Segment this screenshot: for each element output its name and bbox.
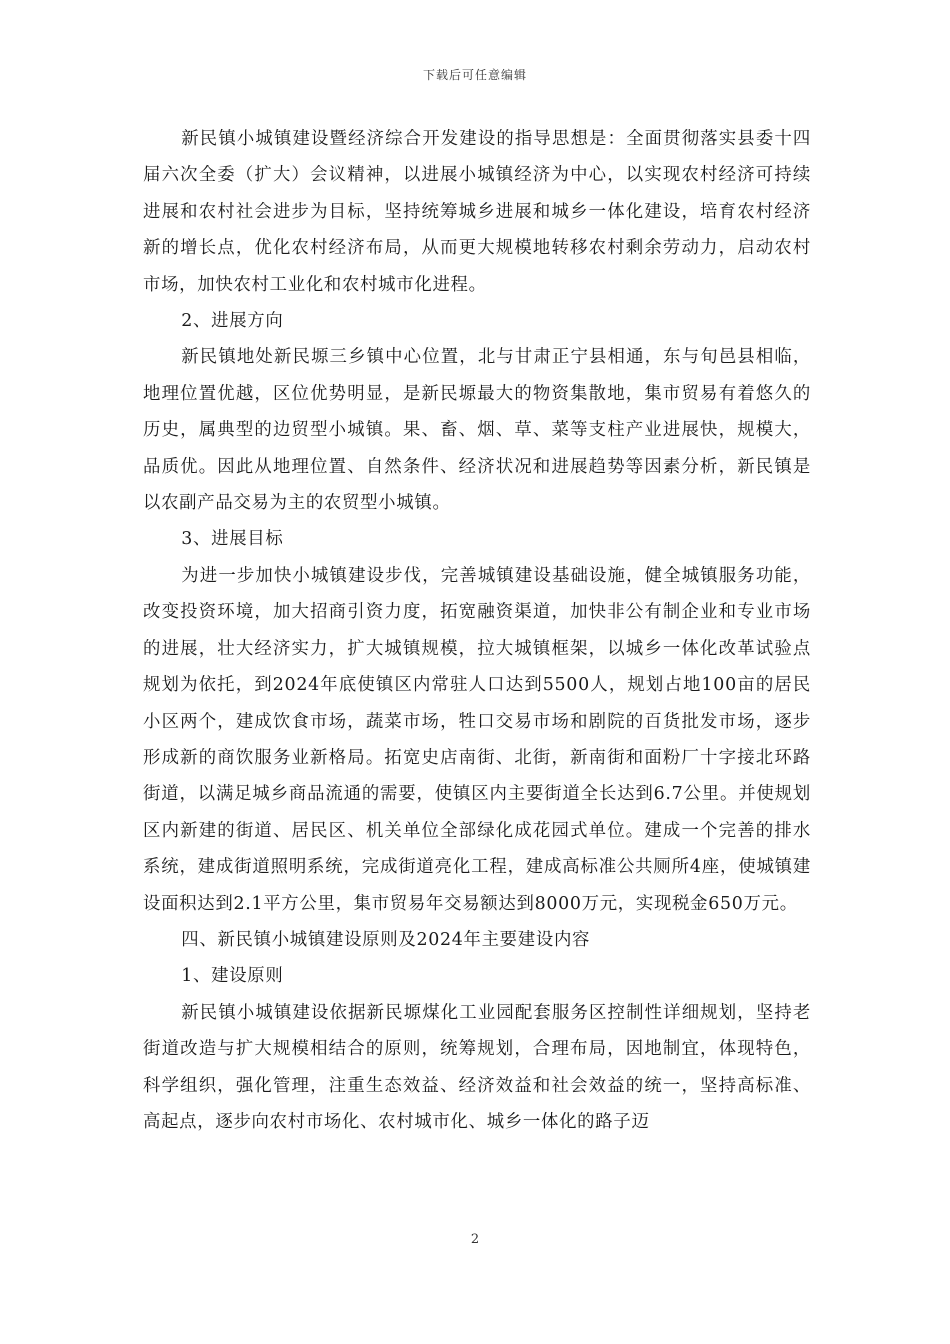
paragraph-guiding-ideology: 新民镇小城镇建设暨经济综合开发建设的指导思想是：全面贯彻落实县委十四届六次全委（扩大）会议精神，以进展小城镇经济为中心，以实现农村经济可持续进展和农村社会进步为目标，坚持统筹城乡进展和城乡一体化建设，培育农村经济新的增长点，优化农村经济布局，从而更大规模地转移农村剩余劳动力，启动农村市场，加快农村工业化和农村城市化进程。 bbox=[143, 129, 811, 295]
paragraph-principles: 新民镇小城镇建设依据新民塬煤化工业园配套服务区控制性详细规划，坚持老街道改造与扩大规模相结合的原则，统筹规划，合理布局，因地制宜，体现特色，科学组织，强化管理，注重生态效益、经济效益和社会效益的统一，坚持高标准、高起点，逐步向农村市场化、农村城市化、城乡一体化的路子迈 bbox=[143, 1002, 811, 1132]
page-number: 2 bbox=[470, 1232, 480, 1247]
paragraph-goals: 为进一步加快小城镇建设步伐，完善城镇建设基础设施，健全城镇服务功能，改变投资环境，加大招商引资力度，拓宽融资渠道，加快非公有制企业和专业市场的进展，壮大经济实力，扩大城镇规模，拉大城镇框架，以城乡一体化改革试验点规划为依托，到2024年底使镇区内常驻人口达到5500人，规划占地100亩的居民小区两个，建成饮食市场，蔬菜市场，牲口交易市场和剧院的百货批发市场，逐步形成新的商饮服务业新格局。拓宽史店南街、北街，新南街和面粉厂十字接北环路街道，以满足城乡商品流通的需要，使镇区内主要街道全长达到6.7公里。并使规划区内新建的街道、居民区、机关单位全部绿化成花园式单位。建成一个完善的排水系统，建成街道照明系统，完成街道亮化工程，建成高标准公共厕所4座，使城镇建设面积达到2.1平方公里，集市贸易年交易额达到8000万元，实现税金650万元。 bbox=[143, 565, 811, 914]
section-heading-direction: 2、进展方向 bbox=[181, 311, 284, 332]
page-header: 下载后可任意编辑 bbox=[422, 68, 527, 82]
paragraph-direction: 新民镇地处新民塬三乡镇中心位置，北与甘肃正宁县相通，东与旬邑县相临，地理位置优越，区位优势明显，是新民塬最大的物资集散地，集市贸易有着悠久的历史，属典型的边贸型小城镇。果、畜、烟、草、菜等支柱产业进展快，规模大，品质优。因此从地理位置、自然条件、经济状况和进展趋势等因素分析，新民镇是以农副产品交易为主的农贸型小城镇。 bbox=[143, 347, 811, 514]
section-heading-principles: 1、建设原则 bbox=[181, 966, 284, 987]
section-heading-goals: 3、进展目标 bbox=[181, 529, 284, 550]
section-heading-principles-main: 四、新民镇小城镇建设原则及2024年主要建设内容 bbox=[181, 929, 591, 950]
document-body bbox=[143, 121, 811, 1140]
